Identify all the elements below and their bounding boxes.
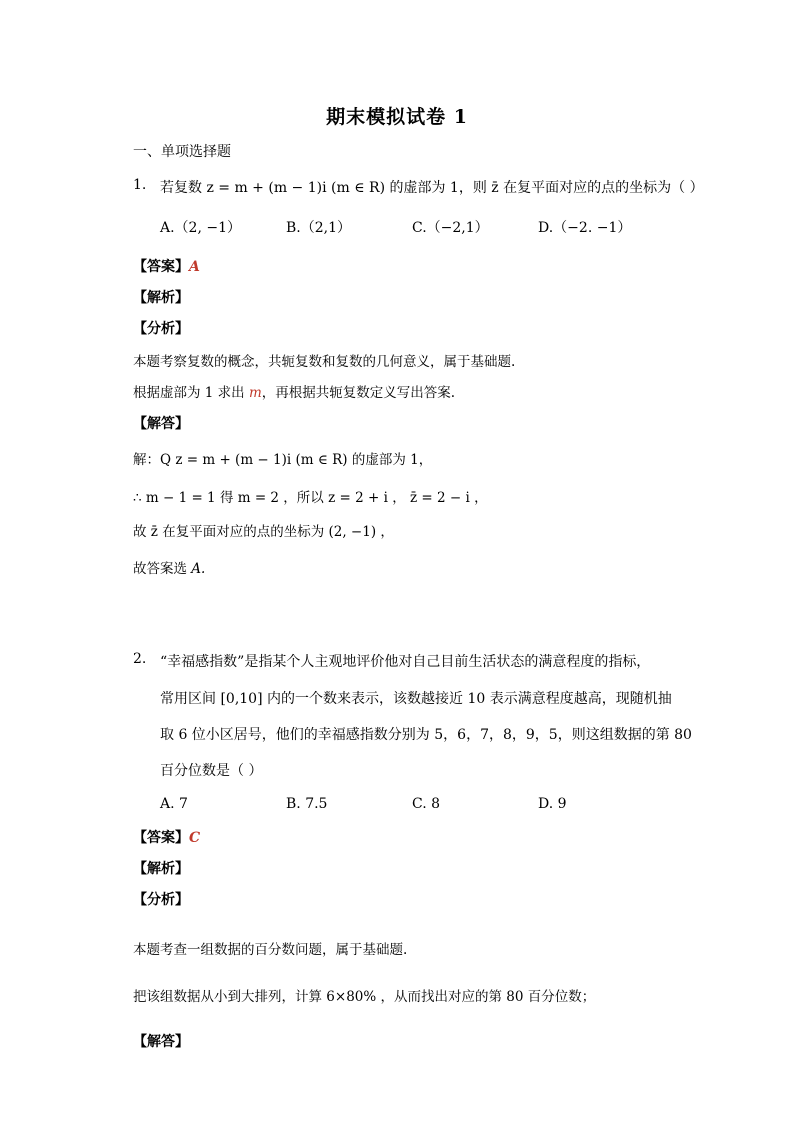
q1-solution-2: ∴ m − 1 = 1 得 m = 2 ，所以 z = 2 + i ， z̄ = 2 − i ，: [133, 490, 488, 506]
q1-answer-label: 【答案】: [133, 259, 189, 275]
q2-answer-value: C: [189, 830, 201, 846]
q1-option-a: A.（2, −1）: [160, 220, 242, 236]
q1-answer-value: A: [189, 259, 200, 275]
q1-stem: 若复数 z = m + (m − 1)i (m ∈ R) 的虚部为 1，则 z̄ 在复平面对应的点的坐标为（ ）: [160, 180, 704, 196]
q1-option-c: C.（−2,1）: [412, 220, 489, 236]
q1-number: 1.: [133, 177, 147, 193]
q2-answer-line: [133, 827, 200, 847]
q1-solution-3: 故 z̄ 在复平面对应的点的坐标为 (2, −1) ，: [133, 524, 394, 540]
page-title: 期末模拟试卷 1: [326, 106, 468, 128]
q2-option-b: B. 7.5: [286, 796, 328, 812]
q2-line-3: 取 6 位小区居号，他们的幸福感指数分别为 5，6，7，8，9，5，则这组数据的第 80: [160, 727, 692, 743]
q1-solution-4-choice: A.: [191, 561, 206, 577]
q1-jieda-label: 【解答】: [133, 416, 189, 432]
q1-analysis-2-var: m: [248, 385, 262, 401]
q2-line-2: 常用区间 [0,10] 内的一个数来表示，该数越接近 10 表示满意程度越高，现随机抽: [160, 691, 672, 707]
q1-analysis-2-text-b: ，再根据共轭复数定义写出答案.: [261, 385, 456, 401]
q1-solution-4-text: 故答案选: [133, 561, 192, 577]
q1-analysis-2: [133, 381, 455, 401]
q2-fenxi-label: 【分析】: [133, 892, 189, 908]
section-heading: 一、单项选择题: [133, 144, 231, 160]
q2-line-4: 百分位数是（ ）: [160, 763, 263, 779]
q2-line-1: “幸福感指数”是指某个人主观地评价他对自己目前生活状态的满意程度的指标，: [160, 654, 651, 670]
q1-solution-4: [133, 557, 205, 577]
q2-analysis-1: 本题考查一组数据的百分数问题，属于基础题.: [133, 942, 408, 958]
q1-solution-1: 解：Q z = m + (m − 1)i (m ∈ R) 的虚部为 1，: [133, 452, 433, 468]
q2-answer-label: 【答案】: [133, 830, 189, 846]
q2-analysis-2: 把该组数据从小到大排列，计算 6×80% ，从而找出对应的第 80 百分位数；: [133, 989, 596, 1005]
q1-answer-line: [133, 256, 200, 276]
q1-fenxi-label: 【分析】: [133, 321, 189, 337]
q1-jiexi-label: 【解析】: [133, 290, 189, 306]
q2-option-d: D. 9: [538, 796, 567, 812]
q1-analysis-1: 本题考察复数的概念，共轭复数和复数的几何意义，属于基础题.: [133, 354, 516, 370]
q2-jiexi-label: 【解析】: [133, 861, 189, 877]
q2-option-c: C. 8: [412, 796, 441, 812]
q1-analysis-2-text-a: 根据虚部为 1 求出: [133, 385, 249, 401]
q2-option-a: A. 7: [160, 796, 188, 812]
q2-jieda-label: 【解答】: [133, 1034, 189, 1050]
q2-number: 2.: [133, 651, 147, 667]
q1-option-d: D.（−2. −1）: [538, 220, 632, 236]
q1-option-b: B.（2,1）: [286, 220, 352, 236]
